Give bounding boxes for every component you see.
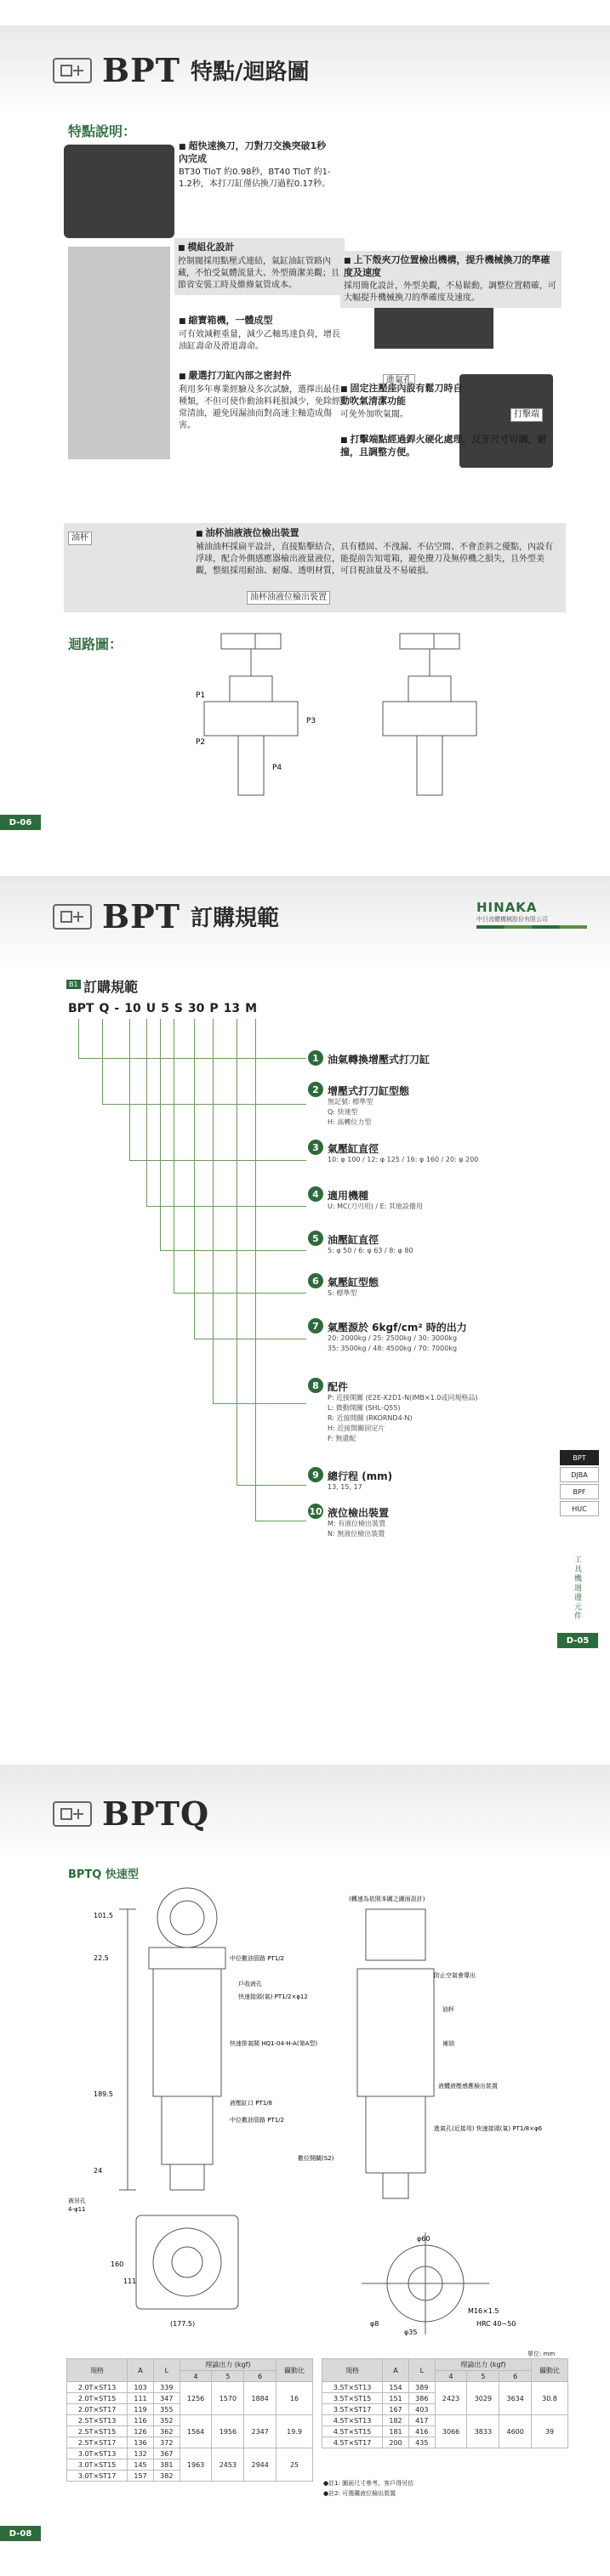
- spec-detail-2: 無記號: 標準型 Q: 快速型 H: 高轉位力型: [328, 1098, 373, 1126]
- code-part-3: -: [114, 1002, 120, 1015]
- spec-number-3: 3: [308, 1140, 323, 1155]
- callout-3: 快速接頭(氣) PT1/2×φ12: [238, 1993, 308, 2000]
- spec-title-2: 增壓式打刀缸型態: [328, 1085, 410, 1097]
- dim-d11: M16×1.5: [468, 2307, 499, 2315]
- feature-6: ■ 固定注壓座內設有鬆刀時自動吹氣清潔功能 可免外加吹氣閥。: [340, 383, 468, 421]
- th-l: L: [408, 2359, 435, 2382]
- circuit-heading: 迴路圖：: [68, 636, 123, 652]
- callout-1: 中位數油管路 PT1/2: [230, 1955, 284, 1962]
- callout-7: 防止空氣會導出: [434, 1972, 476, 1979]
- circuit-label-p2: P2: [196, 738, 206, 747]
- connector-line: [160, 1019, 161, 1250]
- page-title: BPTQ: [102, 1794, 210, 1833]
- spec-detail-6: S: 標準型: [328, 1289, 357, 1297]
- page-number-tag: D-05: [557, 1633, 598, 1648]
- code-part-7: S: [174, 1002, 183, 1015]
- page-number-tag: D-08: [0, 2526, 41, 2541]
- code-part-10: 13: [223, 1002, 241, 1015]
- callout-12: 數位開關(S2): [298, 2155, 334, 2162]
- feature-1: ■ 超快速換刀，刀對刀交換突破1秒內完成 BT30 TloT 約0.98秒，BT40 TloT 約1-1.2秒，本打刀缸僅佔換刀過程0.17秒。: [179, 140, 332, 190]
- page-features: [0, 0, 610, 833]
- connector-line: [194, 1019, 195, 1339]
- code-part-5: U: [145, 1002, 157, 1015]
- side-tab-bpf[interactable]: BPF: [560, 1484, 599, 1499]
- dim-d4: 24: [94, 2167, 103, 2175]
- table-row: 3.0T×ST17 157 382: [67, 2471, 313, 2482]
- page-header: [53, 51, 309, 89]
- label-oil-level-device: 油杯油液位檢出裝置: [247, 591, 330, 605]
- callout-11: 進氣孔(近接用) 快速接頭(氣) PT1/8×φ6: [434, 2125, 543, 2132]
- code-part-4: 10: [124, 1002, 141, 1015]
- table-note-1: ●註1: 圖面尺寸參考，客戶得另估: [323, 2480, 414, 2487]
- page-header: [53, 897, 279, 935]
- callout-6: 中位數油管路 PT1/2: [230, 2117, 284, 2124]
- spec-title-8: 配件: [328, 1381, 349, 1393]
- side-vertical-label: 工具機週邊元件: [574, 1556, 583, 1621]
- connector-line: [129, 1019, 130, 1160]
- spec-detail-9: 13, 15, 17: [328, 1483, 362, 1491]
- connector-line: [213, 1403, 306, 1404]
- dim-d7: (177.5): [170, 2320, 196, 2328]
- th-ratio: 攝動比: [276, 2359, 313, 2382]
- features-heading: 特點說明：: [68, 123, 137, 139]
- label-air-inlet: 進氣孔: [383, 374, 415, 388]
- spec-number-10: 10: [308, 1504, 323, 1519]
- brand-block: [476, 900, 587, 929]
- code-part-9: P: [209, 1002, 219, 1015]
- connector-line: [146, 1206, 306, 1207]
- th-ratio: 攝動比: [532, 2359, 568, 2382]
- page-ordering: [0, 859, 610, 1675]
- feature-2: ■ 模組化設計 控制閥採用點壓式連結，氣缸油缸管路內藏，不怕受氣體流量大、外型簡潔美觀；且節省安裝工時及維修氣管成本。: [174, 238, 345, 295]
- callout-5: 液壓缸口 PT1/8: [230, 2100, 272, 2107]
- table-row: 2.5T×ST13 116 352 1564 1956 2347 19.9: [67, 2415, 313, 2426]
- table-row: 3.5T×ST15 151 386: [322, 2393, 568, 2404]
- brand-logo-icon: [53, 1801, 92, 1827]
- callout-13: 4-φ11: [68, 2206, 86, 2213]
- spec-detail-4: U: MC(刀刃用) / E: 其他設備用: [328, 1203, 423, 1210]
- connector-line: [146, 1019, 147, 1206]
- table-row: 4.5T×ST17 200 435: [322, 2437, 568, 2448]
- dim-d2: 22.5: [94, 1954, 109, 1962]
- order-code: [68, 1002, 257, 1015]
- th-spec: 規格: [67, 2359, 128, 2382]
- spec-table-right: [322, 2358, 568, 2448]
- dim-d1: 101.5: [94, 1912, 113, 1919]
- side-tab-bpt[interactable]: BPT: [560, 1450, 599, 1465]
- spec-detail-7: 20: 2000kg / 25: 2500kg / 30: 3000kg 35: 3500kg / 48: 4500kg / 70: 7000kg: [328, 1334, 458, 1352]
- page-number-tag: D-06: [0, 815, 41, 830]
- table-row: 2.0T×ST13 103 339 1256 1570 1884 16: [67, 2382, 313, 2393]
- dim-d5: 160: [111, 2260, 124, 2268]
- page-title: BPT: [102, 51, 180, 89]
- feature-3: ■ 上下殼夾刀位置檢出機構，提升機械換刀的準確度及速度 採用簡化設計，外型美觀，不易鬆動，調整位置精確，可大幅提升機械換刀的準確度及速度。: [340, 251, 562, 308]
- spec-table-left: [66, 2358, 313, 2482]
- callout-8: 油杯: [442, 2006, 454, 2013]
- connector-line: [160, 1250, 306, 1251]
- table-row: 2.5T×ST17 136 372: [67, 2437, 313, 2448]
- spec-number-1: 1: [308, 1050, 323, 1066]
- connector-line: [78, 1019, 79, 1058]
- spec-title-6: 氣壓缸型態: [328, 1277, 379, 1288]
- spec-detail-8: P: 近接開關 (E2E-X2D1-N(IMB×1.0或同規格品) L: 微動開關 (SHL-Q55) R: 近接開關 (RKORND4-N) H: 近接開關固定片 F: 無還配: [328, 1394, 478, 1442]
- th-a: A: [383, 2359, 409, 2382]
- th-a: A: [128, 2359, 154, 2382]
- brand-logo-icon: [53, 58, 92, 83]
- callout-14: 被吊孔: [68, 2198, 86, 2204]
- dim-d10: HRC 40~50: [476, 2320, 516, 2328]
- technical-drawing: [60, 1884, 562, 2343]
- brand-color-strip: [476, 925, 587, 929]
- page-header: [53, 1794, 209, 1833]
- spec-detail-5: 5: φ 50 / 6: φ 63 / 8: φ 80: [328, 1247, 413, 1254]
- th-force: 理論出力 (kgf): [180, 2359, 276, 2371]
- code-part-6: 5: [161, 1002, 169, 1015]
- code-part-8: 30: [187, 1002, 205, 1015]
- page-bptq: [0, 1748, 610, 2576]
- circuit-label-p1: P1: [196, 691, 206, 700]
- product-image-2: [68, 247, 170, 459]
- connector-line: [237, 1485, 306, 1486]
- series-label: BPTQ 快速型: [68, 1868, 139, 1881]
- code-part-2: Q: [99, 1002, 110, 1015]
- spec-title-5: 油壓缸直徑: [328, 1234, 379, 1246]
- spec-title-9: 總行程 (mm): [328, 1470, 393, 1482]
- section-heading: 訂購規範: [83, 979, 139, 995]
- connector-line: [102, 1104, 306, 1105]
- brand-logo-icon: [53, 904, 92, 930]
- feature-4: ■ 縮寶箱機，一體成型 可有效減輕重量，減少乙軸馬達負荷，增長油缸壽命及滑道壽命。: [179, 315, 340, 353]
- feature-7: ■ 打擊端點經過銲火硬化處理，反牙尺寸可調，耐撞，且調整方便。: [340, 434, 562, 460]
- table-row: 2.0T×ST17 119 355: [67, 2404, 313, 2415]
- circuit-label-p3: P3: [306, 717, 316, 725]
- section-badge: B1: [66, 980, 81, 989]
- spec-title-7: 氣壓源於 6kgf/cm² 時的出力: [328, 1322, 467, 1333]
- dim-d8: φ60: [417, 2235, 430, 2243]
- table-row: 4.5T×ST13 182 417 3066 3833 4600 39: [322, 2415, 568, 2426]
- circuit-diagram: [170, 625, 544, 812]
- side-tab-djba[interactable]: DJBA: [560, 1467, 599, 1482]
- table-row: 3.5T×ST13 154 389 2423 3029 3634 30.8: [322, 2382, 568, 2393]
- page-subtitle: 訂購規範: [190, 906, 279, 931]
- callout-4: 快速排氣閥 HQ1-04-H-A(第A型): [230, 2040, 318, 2047]
- spec-detail-3: 10: φ 100 / 12: φ 125 / 16: φ 160 / 20: φ 200: [328, 1156, 479, 1163]
- callout-2: 戶收液孔: [238, 1981, 262, 1987]
- spec-number-8: 8: [308, 1378, 323, 1393]
- spec-number-7: 7: [308, 1318, 323, 1333]
- dim-d9: φ35: [404, 2329, 418, 2336]
- spec-number-6: 6: [308, 1273, 323, 1288]
- label-oil-cup: 油杯: [68, 532, 92, 545]
- circuit-label-p4: P4: [272, 764, 282, 772]
- spec-title-4: 適用機種: [328, 1190, 369, 1202]
- connector-line: [255, 1019, 256, 1521]
- code-part-11: M: [245, 1002, 258, 1015]
- spec-number-4: 4: [308, 1186, 323, 1202]
- code-part-1: BPT: [68, 1002, 94, 1015]
- unit-label: 單位: mm: [527, 2351, 556, 2357]
- table-row: 3.5T×ST17 167 403: [322, 2404, 568, 2415]
- connector-line: [129, 1160, 306, 1161]
- brand-name: HINAKA: [476, 900, 538, 915]
- connector-line: [102, 1019, 103, 1104]
- callout-15: (轉速為依照本圖之圖面設計): [349, 1896, 425, 1902]
- connector-line: [213, 1019, 214, 1403]
- label-striker: 打擊端: [510, 408, 543, 422]
- page-subtitle: 特點/迴路圖: [190, 60, 310, 85]
- table-row: 2.5T×ST15 126 362: [67, 2426, 313, 2437]
- table-row: 4.5T×ST15 181 416: [322, 2426, 568, 2437]
- th-sub-5: 5: [467, 2371, 499, 2382]
- brand-subname: 中日流體機械股份有限公司: [476, 916, 548, 923]
- spec-title-10: 液位檢出裝置: [328, 1507, 390, 1519]
- table-row: 3.0T×ST13 132 367 1963 2453 2944 25: [67, 2448, 313, 2459]
- spec-detail-10: M: 有液位檢出裝置 N: 無液位檢出裝置: [328, 1520, 386, 1538]
- connector-line: [78, 1058, 306, 1059]
- th-force: 理論出力 (kgf): [435, 2359, 531, 2371]
- dim-d6: 111: [123, 2277, 137, 2285]
- callout-9: 補油: [442, 2040, 454, 2047]
- spec-title-1: 油氣轉換增壓式打刀缸: [328, 1054, 430, 1066]
- product-image-1: [64, 145, 174, 238]
- feature-8: ■ 油杯油液液位檢出裝置 補油油杯採扁平設計，直接點擊結合，具有穩固、不洩漏、不佔空間、不會歪斜之優點，內設有浮球，配合外側感應器檢出液量液位，能提前告知電箱，避免攪刀及無停機之損失，且外型美觀，整組採用耐油、耐爆、透明材質，可目視油量及不易破損。: [196, 527, 553, 577]
- spec-number-5: 5: [308, 1231, 323, 1246]
- feature-5: ■ 嚴選打刀缸內部之密封件 利用多年專業經驗及多次試驗，選擇出最佳種類，不但可使作動油料耗損減少，免除經常清油，避免因漏油而對高速主軸造成傷害。: [179, 370, 340, 432]
- th-sub-4: 4: [180, 2371, 212, 2382]
- side-tab-huc[interactable]: HUC: [560, 1501, 599, 1516]
- spec-number-9: 9: [308, 1467, 323, 1482]
- th-sub-6: 6: [244, 2371, 276, 2382]
- th-sub-4: 4: [435, 2371, 467, 2382]
- table-row: 3.0T×ST15 145 381: [67, 2459, 313, 2471]
- page-title: BPT: [102, 897, 180, 935]
- dim-d12: φ8: [370, 2320, 379, 2328]
- callout-10: 液體液壓感應檢出裝置: [438, 2083, 498, 2090]
- table-note-2: ●註2: 可選購液位檢出裝置: [323, 2490, 396, 2497]
- th-spec: 規格: [322, 2359, 383, 2382]
- th-l: L: [153, 2359, 180, 2382]
- spec-number-2: 2: [308, 1082, 323, 1097]
- dim-d3: 189.5: [94, 2090, 113, 2098]
- th-sub-6: 6: [499, 2371, 532, 2382]
- table-row: 2.0T×ST15 111 347: [67, 2393, 313, 2404]
- spec-title-3: 氣壓缸直徑: [328, 1143, 379, 1155]
- th-sub-5: 5: [212, 2371, 244, 2382]
